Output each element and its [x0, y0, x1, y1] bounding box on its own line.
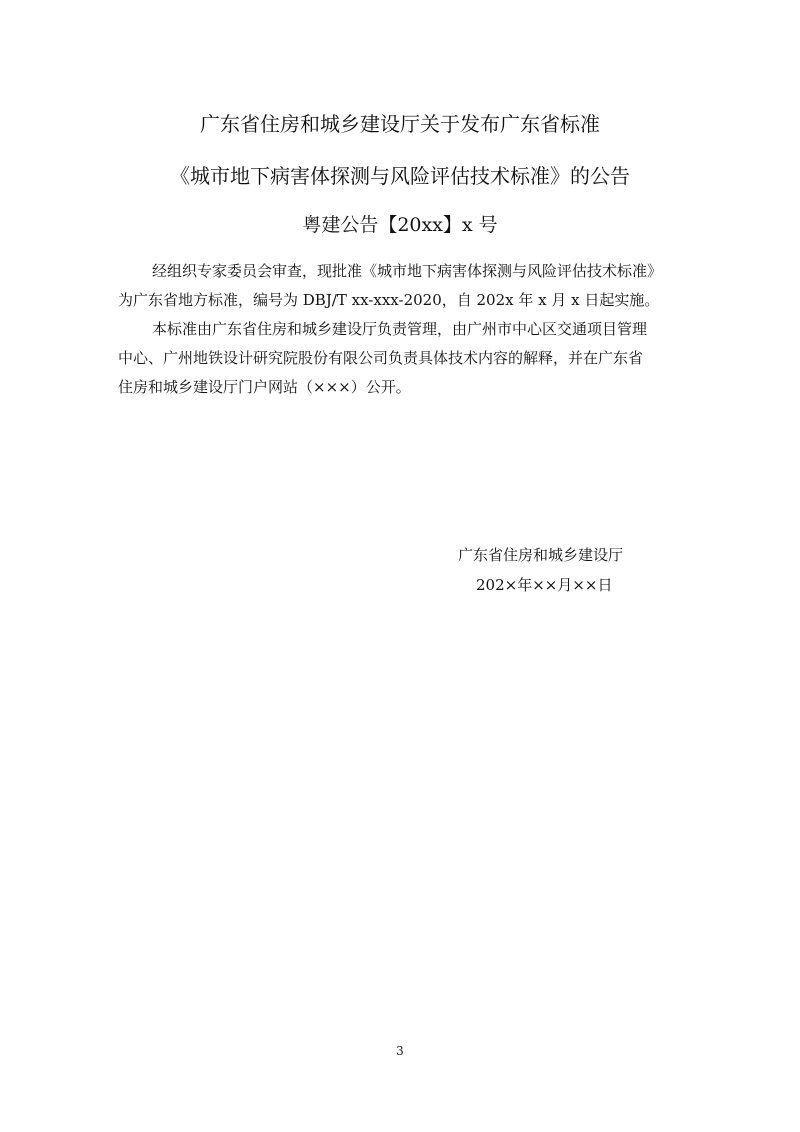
paragraph-1-line-2: 为广东省地方标准，编号为 DBJ/T xx-xxx-2020，自 202x 年 x 月 x 日起实施。 — [118, 291, 660, 309]
title-line-2: 《城市地下病害体探测与风险评估技术标准》的公告 — [170, 164, 630, 188]
announcement-number: 粤建公告【20xx】x 号 — [302, 214, 498, 236]
signature-block — [458, 540, 623, 600]
paragraph-2-line-2: 中心、广州地铁设计研究院股份有限公司负责具体技术内容的解释，并在广东省 — [118, 349, 644, 367]
page-number: 3 — [396, 1044, 404, 1058]
signing-date: 202×年××月××日 — [476, 576, 613, 594]
paragraph-2-line-3: 住房和城乡建设厅门户网站（×××）公开。 — [118, 378, 411, 396]
signing-organization: 广东省住房和城乡建设厅 — [458, 546, 624, 564]
body-paragraph-2 — [118, 315, 684, 402]
title-line-1: 广东省住房和城乡建设厅关于发布广东省标准 — [200, 112, 600, 136]
paragraph-1-line-1: 经组织专家委员会审查，现批准《城市地下病害体探测与风险评估技术标准》 — [152, 262, 663, 280]
paragraph-2-line-1: 本标准由广东省住房和城乡建设厅负责管理，由广州市中心区交通项目管理 — [152, 320, 648, 338]
body-paragraph-1 — [118, 257, 684, 315]
